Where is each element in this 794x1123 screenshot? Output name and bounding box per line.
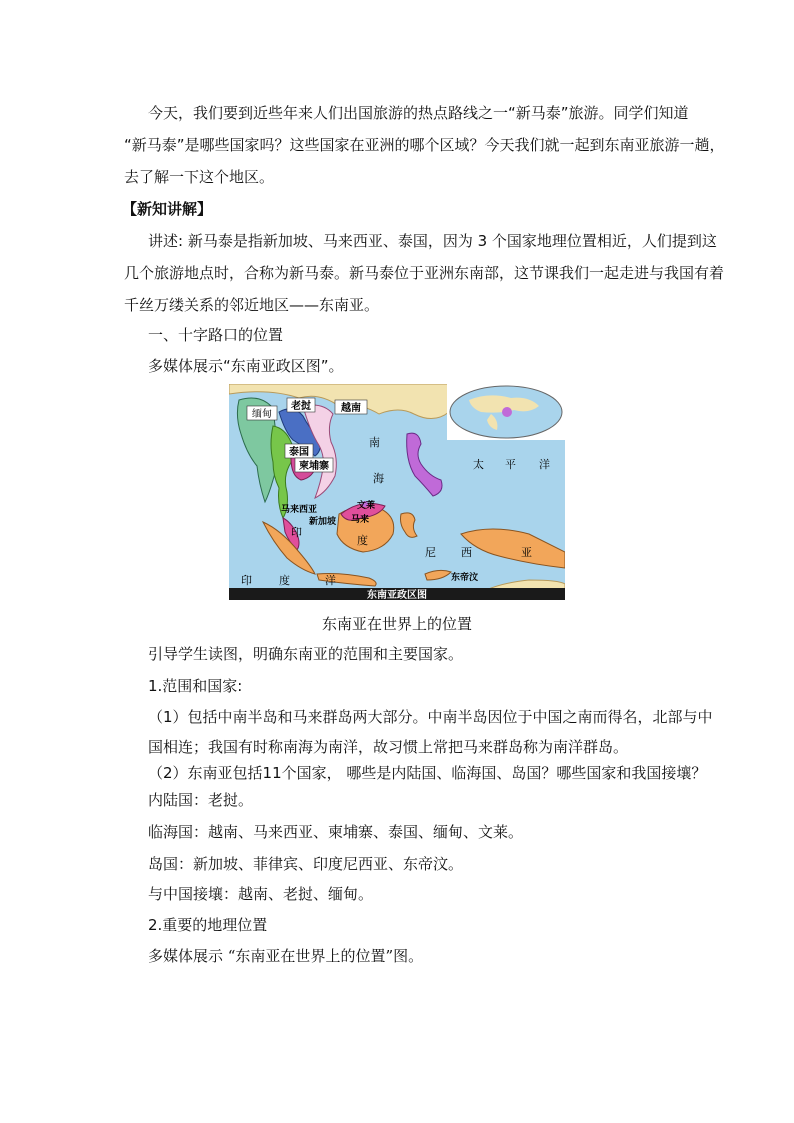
media-show-1: 多媒体展示“东南亚政区图”。: [148, 357, 344, 375]
border-china: 与中国接壤：越南、老挝、缅甸。: [148, 885, 374, 903]
label-singapore: 新加坡: [309, 517, 337, 527]
label-malaysia-borneo: 马来: [351, 515, 370, 525]
point-1-item-2: 国相连；我国有时称南海为南洋，故习惯上常把马来群岛称为南洋群岛。: [148, 738, 629, 756]
label-indian-1: 印: [241, 574, 252, 587]
label-pacific-3: 洋: [539, 458, 550, 471]
inland-countries: 内陆国：老挝。: [148, 791, 254, 809]
subheading-position: 一、十字路口的位置: [148, 326, 284, 344]
intro-line-1: 今天，我们要到近些年来人们出国旅游的热点路线之一“新马泰”旅游。同学们知道: [148, 104, 689, 122]
point-2-title: 2.重要的地理位置: [148, 916, 268, 934]
guide-text: 引导学生读图，明确东南亚的范围和主要国家。: [148, 645, 464, 663]
label-cambodia: 柬埔寨: [299, 461, 329, 472]
label-thailand: 泰国: [289, 447, 309, 458]
map-banner: 东南亚政区图: [367, 590, 427, 600]
label-brunei: 文莱: [357, 501, 376, 511]
label-indonesia-5: 亚: [521, 546, 532, 559]
label-indonesia-4: 西: [461, 546, 472, 559]
section-heading: 【新知讲解】: [122, 200, 213, 218]
explain-line-1: 讲述: 新马泰是指新加坡、马来西亚、泰国，因为 3 个国家地理位置相近，人们提到这: [148, 232, 717, 250]
label-indonesia-3: 尼: [425, 546, 436, 559]
label-indian-2: 度: [279, 574, 290, 587]
southeast-asia-map: [229, 384, 565, 600]
label-laos: 老挝: [291, 401, 311, 412]
label-south-sea-1: 南: [369, 436, 380, 449]
label-pacific-1: 太: [473, 458, 484, 471]
label-myanmar: 缅甸: [252, 409, 272, 420]
media-show-2: 多媒体展示 “东南亚在世界上的位置”图。: [148, 947, 424, 965]
label-indian-3: 洋: [325, 574, 336, 587]
label-malaysia: 马来西亚: [281, 505, 318, 515]
point-1-title: 1.范围和国家:: [148, 677, 243, 695]
intro-line-3: 去了解一下这个地区。: [124, 168, 275, 186]
label-south-sea-2: 海: [373, 472, 384, 485]
point-1-item-3: （2）东南亚包括11个国家， 哪些是内陆国、临海国、岛国？哪些国家和我国接壤？: [148, 764, 707, 782]
label-indonesia-2: 度: [357, 534, 368, 547]
explain-line-2: 几个旅游地点时，合称为新马泰。新马泰位于亚洲东南部，这节课我们一起走进与我国有着: [124, 264, 725, 282]
coastal-countries: 临海国：越南、马来西亚、柬埔寨、泰国、缅甸、文莱。: [148, 823, 524, 841]
label-indonesia-1: 印: [291, 526, 302, 539]
label-east-timor: 东帝汶: [451, 573, 479, 583]
map-caption: 东南亚在世界上的位置: [321, 615, 472, 633]
label-vietnam: 越南: [341, 403, 361, 414]
explain-line-3: 千丝万缕关系的邻近地区——东南亚。: [124, 296, 380, 314]
intro-line-2: “新马泰”是哪些国家吗？这些国家在亚洲的哪个区域？今天我们就一起到东南亚旅游一趟，: [124, 136, 725, 154]
island-countries: 岛国：新加坡、菲律宾、印度尼西亚、东帝汶。: [148, 855, 464, 873]
label-pacific-2: 平: [505, 458, 516, 471]
point-1-item-1: （1）包括中南半岛和马来群岛两大部分。中南半岛因位于中国之南而得名，北部与中: [148, 708, 713, 726]
